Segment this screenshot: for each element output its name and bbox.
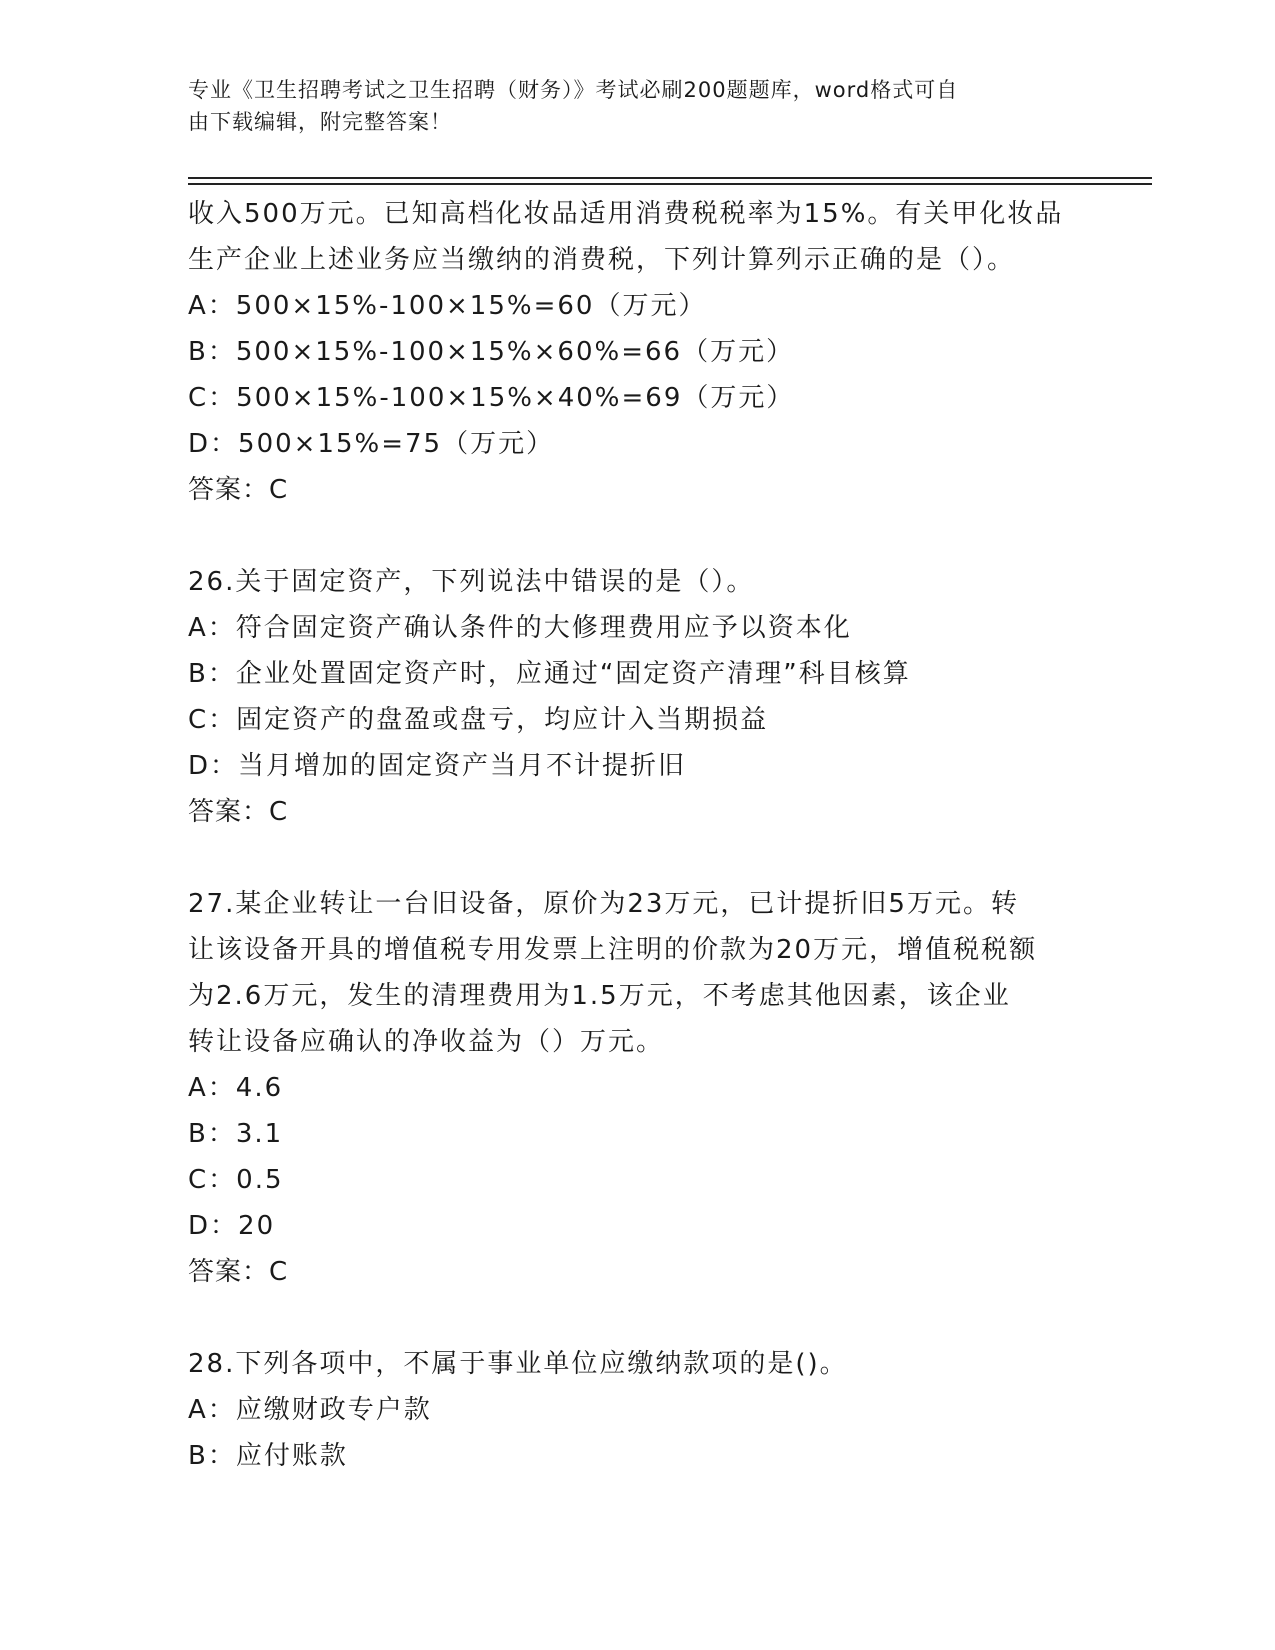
question-stem-line: 27.某企业转让一台旧设备，原价为23万元，已计提折旧5万元。转 [188, 889, 1019, 919]
option-a: A：应缴财政专户款 [188, 1395, 432, 1425]
question-28 [188, 1341, 1088, 1479]
option-d: D：当月增加的固定资产当月不计提折旧 [188, 751, 687, 781]
answer-text: 答案：C [188, 797, 289, 827]
option-b: B：500×15%-100×15%×60%=66（万元） [188, 337, 795, 367]
option-b: B：企业处置固定资产时，应通过“固定资产清理”科目核算 [188, 659, 911, 689]
option-a: A：500×15%-100×15%=60（万元） [188, 291, 707, 321]
question-25 [188, 191, 1088, 513]
spacer [188, 835, 1088, 881]
option-c: C：500×15%-100×15%×40%=69（万元） [188, 383, 795, 413]
spacer [188, 1295, 1088, 1341]
option-a: A：符合固定资产确认条件的大修理费用应予以资本化 [188, 613, 852, 643]
header-divider-top [188, 177, 1152, 179]
question-list [188, 191, 1088, 1479]
option-c: C：0.5 [188, 1165, 284, 1195]
question-stem-line: 28.下列各项中，不属于事业单位应缴纳款项的是()。 [188, 1349, 848, 1379]
question-stem-line: 生产企业上述业务应当缴纳的消费税，下列计算列示正确的是（）。 [188, 245, 1016, 275]
answer-text: 答案：C [188, 1257, 289, 1287]
header-line-2: 由下载编辑，附完整答案！ [188, 110, 452, 134]
option-b: B：3.1 [188, 1119, 284, 1149]
option-a: A：4.6 [188, 1073, 284, 1103]
option-c: C：固定资产的盘盈或盘亏，均应计入当期损益 [188, 705, 769, 735]
header-line-1: 专业《卫生招聘考试之卫生招聘（财务）》考试必刷200题题库，word格式可自 [188, 78, 959, 102]
question-stem-line: 转让设备应确认的净收益为（）万元。 [188, 1027, 665, 1057]
header-divider-bottom [188, 183, 1152, 185]
option-d: D：500×15%=75（万元） [188, 429, 555, 459]
option-b: B：应付账款 [188, 1441, 348, 1471]
question-stem-line: 收入500万元。已知高档化妆品适用消费税税率为15%。有关甲化妆品 [188, 199, 1064, 229]
question-stem-line: 26.关于固定资产，下列说法中错误的是（）。 [188, 567, 755, 597]
question-stem-line: 为2.6万元，发生的清理费用为1.5万元，不考虑其他因素，该企业 [188, 981, 1011, 1011]
document-header [188, 74, 1068, 138]
question-27 [188, 881, 1088, 1295]
question-26 [188, 559, 1088, 835]
spacer [188, 513, 1088, 559]
question-stem-line: 让该设备开具的增值税专用发票上注明的价款为20万元，增值税税额 [188, 935, 1038, 965]
option-d: D：20 [188, 1211, 276, 1241]
answer-text: 答案：C [188, 475, 289, 505]
